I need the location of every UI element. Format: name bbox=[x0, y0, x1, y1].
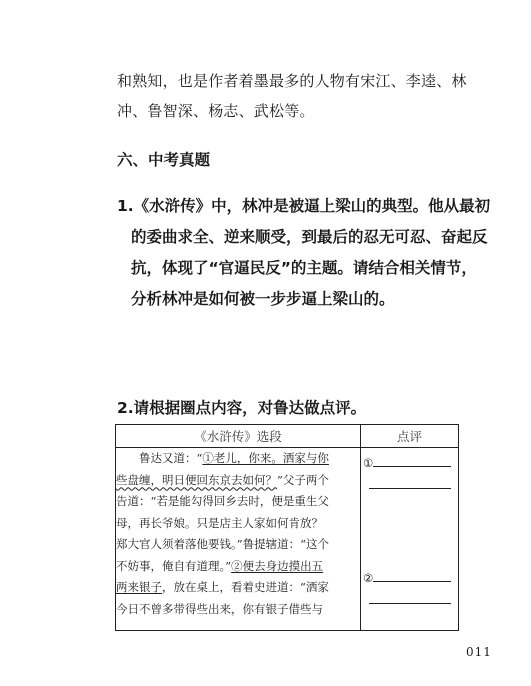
excerpt-line-2 bbox=[116, 470, 360, 492]
excerpt-line-8: 今日不曾多带得些出来，你有银子借些与 bbox=[116, 601, 323, 616]
header-excerpt: 《水浒传》选段 bbox=[116, 425, 361, 448]
excerpt-line-4: 母，再长爷娘。只是店主人家如何肯放？ bbox=[116, 515, 323, 530]
underlined-phrase-1: ①老儿，你来。洒家与你 bbox=[202, 451, 329, 465]
question-2-prompt: 2.请根据圈点内容，对鲁达做点评。 bbox=[117, 399, 367, 417]
answer-2-line-2[interactable] bbox=[369, 603, 451, 604]
answer-2[interactable] bbox=[363, 569, 451, 585]
excerpt-text: 不妨事，俺自有道理。” bbox=[116, 558, 232, 573]
answer-1-blank[interactable] bbox=[373, 454, 451, 467]
intro-line-1: 和熟知，也是作者着墨最多的人物有宋江、李逵、林 bbox=[117, 72, 467, 90]
page-number: 011 bbox=[466, 645, 492, 659]
excerpt-text: ，放在桌上，看着史进道：“洒家 bbox=[162, 580, 329, 594]
header-comment: 点评 bbox=[361, 425, 459, 448]
excerpt-text: ”父子两个 bbox=[277, 472, 329, 487]
underlined-phrase-2-cont: 两来银子 bbox=[116, 580, 162, 594]
excerpt-line-6 bbox=[116, 556, 360, 578]
excerpt-line-3: 告道：“若是能勾得回乡去时，便是重生父 bbox=[116, 494, 329, 508]
excerpt-line-7 bbox=[116, 577, 360, 599]
excerpt-text: 鲁达又道：“ bbox=[139, 451, 203, 465]
excerpt-table bbox=[115, 424, 459, 631]
answer-2-blank[interactable] bbox=[373, 569, 451, 582]
question-1-line-2: 的委曲求全、逆来顺受，到最后的忍无可忍、奋起反 bbox=[131, 228, 488, 246]
excerpt-line-1 bbox=[116, 448, 360, 470]
question-1-line-4: 分析林冲是如何被一步步逼上梁山的。 bbox=[131, 290, 395, 308]
answer-2-marker: ② bbox=[363, 571, 374, 585]
table-body-row bbox=[116, 448, 459, 631]
excerpt-line-5: 郑大官人须着落他要钱。”鲁提辖道：“这个 bbox=[116, 537, 330, 551]
question-1 bbox=[117, 191, 490, 315]
comment-cell bbox=[361, 448, 459, 631]
section-title: 六、中考真题 bbox=[117, 151, 211, 169]
question-1-line-3: 抗，体现了“官逼民反”的主题。请结合相关情节， bbox=[131, 259, 477, 277]
underlined-phrase-2: ②便去身边摸出五 bbox=[231, 558, 324, 573]
excerpt-cell bbox=[116, 448, 361, 631]
answer-1-line-2[interactable] bbox=[369, 488, 451, 489]
table-header-row bbox=[116, 425, 459, 448]
answer-1[interactable] bbox=[363, 454, 451, 470]
answer-1-marker: ① bbox=[363, 456, 374, 470]
intro-paragraph bbox=[117, 66, 467, 126]
intro-line-2: 冲、鲁智深、杨志、武松等。 bbox=[117, 102, 315, 120]
wavy-underlined-phrase: 些盘缠，明日便回东京去如何？ bbox=[116, 472, 277, 487]
question-1-line-1: 1.《水浒传》中，林冲是被逼上梁山的典型。他从最初 bbox=[117, 197, 491, 215]
